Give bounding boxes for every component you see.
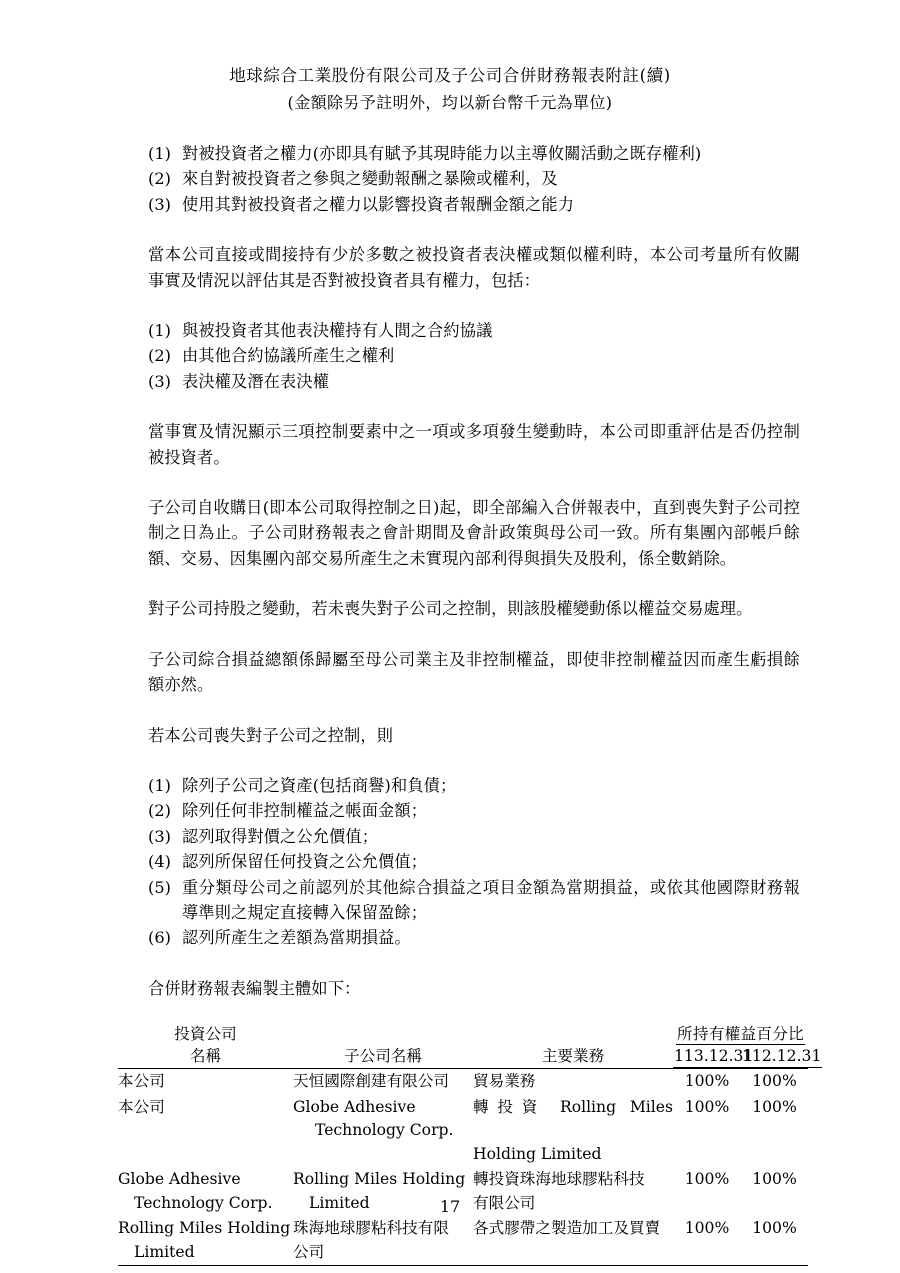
consolidation-paragraph: 子公司自收購日(即本公司取得控制之日)起，即全部編入合併報表中，直到喪失對子公司控制之日為止。子公司財務報表之會計期間及會計政策與母公司一致。所有集團內部帳戶餘額、交易、因集團內部交易所產生之未實現內部利得與損失及股利，係全數銷除。 [148, 498, 800, 568]
list-item [148, 369, 800, 394]
loss-of-control-list [148, 773, 800, 951]
spacer-cell [473, 1023, 673, 1045]
list-marker: (1) [148, 321, 171, 341]
cell-pct-prior: 100% [752, 1072, 797, 1091]
list-item-text: 重分類母公司之前認列於其他綜合損益之項目金額為當期損益，或依其他國際財務報導準則之規定直接轉入保留盈餘； [182, 877, 800, 922]
business-line: 各式膠帶之製造加工及買賣 [473, 1219, 661, 1238]
column-header-date-current [673, 1045, 754, 1069]
page-title: 地球綜合工業股份有限公司及子公司合併財務報表附註(續) [229, 66, 671, 85]
table-head [118, 1023, 822, 1069]
list-marker: (4) [148, 852, 171, 872]
list-marker: (1) [148, 144, 171, 163]
investor-line: 本公司 [118, 1072, 165, 1091]
list-marker: (3) [148, 826, 171, 846]
investor-line: 本公司 [118, 1097, 165, 1116]
table-header-row-top [118, 1023, 808, 1045]
subsidiary-line: Rolling Miles Holding [293, 1170, 466, 1189]
table-row [118, 1095, 808, 1168]
column-header-investor-line1: 投資公司 [174, 1025, 237, 1044]
business-line: 有限公司 [473, 1193, 536, 1212]
list-item [148, 343, 800, 368]
list-item [148, 925, 800, 950]
list-marker: (1) [148, 775, 171, 795]
list-item [148, 141, 800, 166]
column-header-business: 主要業務 [541, 1047, 605, 1066]
cell-pct-prior: 100% [752, 1170, 797, 1189]
entities-table [118, 1023, 822, 1266]
subsidiary-line: 公司 [293, 1242, 325, 1261]
list-item-text: 由其他合約協議所產生之權利 [182, 346, 395, 366]
list-item-text: 表決權及潛在表決權 [182, 371, 330, 391]
cell-subsidiary [293, 1095, 473, 1168]
list-item [148, 773, 800, 798]
cell-investor [118, 1216, 293, 1266]
cell-business [473, 1069, 673, 1095]
spacer-cell [293, 1023, 473, 1045]
document-header [0, 62, 900, 116]
subsidiary-line: Globe Adhesive [293, 1097, 416, 1116]
cell-business [473, 1095, 673, 1168]
list-marker: (5) [148, 877, 171, 897]
list-marker: (2) [148, 169, 171, 189]
column-header-investor-line2: 名稱 [189, 1047, 222, 1066]
table-header-row-bottom [118, 1045, 808, 1069]
table-row [118, 1216, 808, 1266]
list-marker: (3) [148, 194, 171, 214]
business-lines [473, 1217, 673, 1241]
business-line: Holding Limited [473, 1144, 602, 1163]
list-item-text: 認列所產生之差額為當期損益。 [182, 928, 411, 948]
business-lines [473, 1096, 673, 1167]
investor-line: Rolling Miles Holding [118, 1219, 291, 1238]
cell-investor [118, 1095, 293, 1168]
list-item [148, 166, 800, 191]
list-item-text: 使用其對被投資者之權力以影響投資者報酬金額之能力 [182, 194, 575, 214]
business-line: 貿易業務 [473, 1072, 536, 1091]
list-item [148, 875, 800, 926]
investor-lines [118, 1096, 293, 1120]
investor-lines [118, 1070, 293, 1094]
date-current-label: 113.12.31 [673, 1047, 754, 1068]
column-header-subsidiary: 子公司名稱 [344, 1047, 422, 1066]
cell-pct-current: 100% [684, 1170, 730, 1189]
list-item-text: 除列子公司之資產(包括商譽)和負債； [182, 775, 457, 795]
investor-lines [118, 1217, 293, 1264]
power-criteria-list [148, 141, 800, 217]
cell-pct-current: 100% [684, 1219, 730, 1238]
page-number: 17 [439, 1197, 461, 1216]
subsidiary-line: Limited [309, 1193, 370, 1212]
subsidiary-lines [293, 1217, 473, 1264]
business-line: 轉投資珠海地球膠粘科技 [473, 1170, 645, 1189]
cell-investor [118, 1069, 293, 1095]
subsidiary-lines [293, 1096, 473, 1143]
subsidiary-line: 天恒國際創建有限公司 [293, 1072, 449, 1091]
cell-pct-prior: 100% [752, 1219, 797, 1238]
column-header-date-prior [741, 1045, 822, 1069]
minority-factors-list [148, 318, 800, 394]
list-item [148, 192, 800, 217]
total-comprehensive-income-paragraph: 子公司綜合損益總額係歸屬至母公司業主及非控制權益，即使非控制權益因而產生虧損餘額亦然。 [148, 649, 800, 695]
cell-pct-current: 100% [684, 1072, 730, 1091]
cell-pct-prior: 100% [752, 1097, 797, 1116]
list-item [148, 318, 800, 343]
subsidiary-line: 珠海地球膠粘科技有限 [293, 1219, 449, 1238]
subsidiary-line: Technology Corp. [315, 1121, 454, 1140]
ownership-change-paragraph: 對子公司持股之變動，若未喪失對子公司之控制，則該股權變動係以權益交易處理。 [148, 599, 753, 619]
list-item-text: 除列任何非控制權益之帳面金額； [182, 801, 428, 821]
table-bottom-rule [118, 1266, 808, 1267]
cell-business [473, 1216, 673, 1266]
list-item-text: 認列所保留任何投資之公允價值； [182, 852, 428, 872]
list-item [148, 849, 800, 874]
list-marker: (6) [148, 928, 171, 948]
cell-subsidiary [293, 1216, 473, 1266]
investor-line: Technology Corp. [134, 1193, 273, 1212]
list-item-text: 認列取得對價之公允價值； [182, 826, 379, 846]
entities-table-wrapper [118, 1023, 822, 1266]
list-marker: (2) [148, 346, 171, 366]
ownership-group-label: 所持有權益百分比 [676, 1025, 805, 1044]
list-marker: (3) [148, 371, 171, 391]
table-body [118, 1069, 808, 1266]
list-item [148, 824, 800, 849]
column-header-ownership-group [673, 1023, 808, 1045]
reassessment-paragraph: 當事實及情況顯示三項控制要素中之一項或多項發生變動時，本公司即重評估是否仍控制被投資者。 [148, 422, 800, 467]
table-row [118, 1069, 808, 1095]
entities-table-intro: 合併財務報表編製主體如下： [148, 978, 361, 998]
cell-subsidiary [293, 1069, 473, 1095]
date-prior-label: 112.12.31 [741, 1047, 822, 1068]
minority-voting-paragraph: 當本公司直接或間接持有少於多數之被投資者表決權或類似權利時，本公司考量所有攸關事實及情況以評估其是否對被投資者具有權力，包括： [148, 245, 800, 290]
loss-of-control-lead-in: 若本公司喪失對子公司之控制，則 [148, 725, 394, 745]
business-line: 轉投資 Rolling Miles [473, 1097, 673, 1116]
list-item-text: 來自對被投資者之參與之變動報酬之暴險或權利，及 [182, 169, 558, 189]
list-item-text: 與被投資者其他表決權持有人間之合約協議 [182, 321, 493, 341]
body-column [148, 141, 800, 1001]
page-subtitle: (金額除另予註明外，均以新台幣千元為單位) [287, 93, 613, 112]
list-marker: (2) [148, 801, 171, 821]
investor-line: Limited [134, 1242, 195, 1261]
investor-line: Globe Adhesive [118, 1170, 241, 1189]
subsidiary-lines [293, 1070, 473, 1094]
list-item-text: 對被投資者之權力(亦即具有賦予其現時能力以主導攸關活動之既存權利) [182, 144, 702, 163]
business-lines [473, 1070, 673, 1094]
list-item [148, 798, 800, 823]
cell-pct-current: 100% [684, 1097, 730, 1116]
